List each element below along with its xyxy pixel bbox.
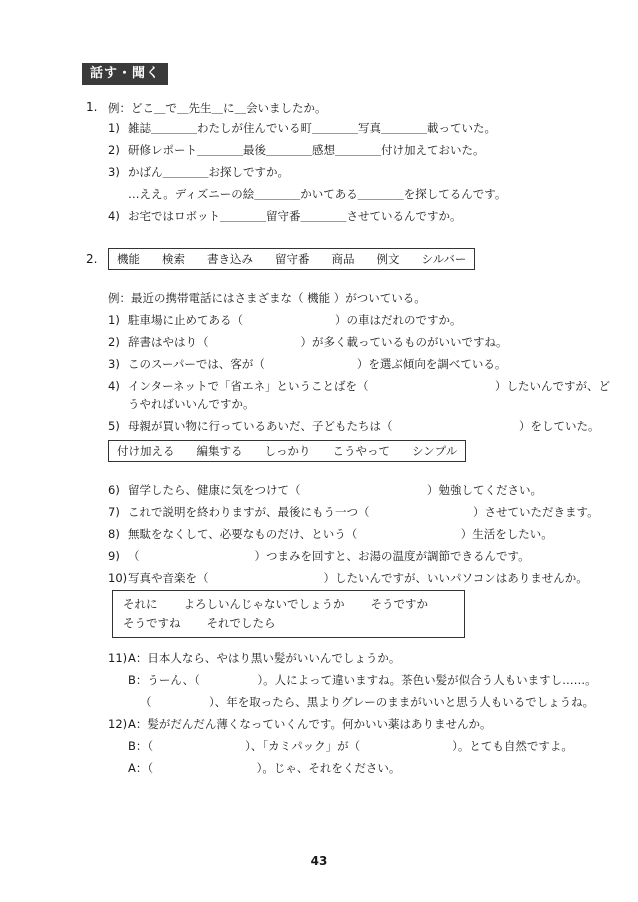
list-item: 6) 留学したら、健康に気をつけて（ ）勉強してください。	[108, 483, 542, 497]
list-item: 8) 無駄をなくして、必要なものだけ、という（ ）生活をしたい。	[108, 527, 553, 541]
list-item: 1) 駐車場に止めてある（ ）の車はだれのですか。	[108, 313, 462, 327]
phrase-option: そうですか	[370, 597, 428, 611]
dialogue-line: 11)A：日本人なら、やはり黒い髪がいいんでしょうか。	[108, 651, 401, 665]
list-item: 7) これで説明を終わりますが、最後にもう一つ（ ）させていただきます。	[108, 505, 599, 519]
word-option: 例文	[376, 252, 400, 266]
list-item: 2) 辞書はやはり（ ）が多く載っているものがいいですね。	[108, 335, 508, 349]
list-item: 1) 雑誌＿＿＿＿わたしが住んでいる町＿＿＿＿写真＿＿＿＿載っていた。	[108, 121, 496, 135]
word-option: シンプル	[412, 444, 458, 458]
word-option: 商品	[331, 252, 355, 266]
dialogue-line: A：（ ）。じゃ、それをください。	[128, 761, 401, 775]
word-box-1	[108, 248, 475, 270]
word-option: しっかり	[264, 444, 311, 458]
q1-number: 1.	[86, 100, 98, 114]
dialogue-line: （ ）、年を取ったら、黒よりグレーのままがいいと思う人もいるでしょうね。	[140, 695, 595, 709]
dialogue-line: 12)A：髪がだんだん薄くなっていくんです。何かいい薬はありませんか。	[108, 717, 492, 731]
list-item: 3) このスーパーでは、客が（ ）を選ぶ傾向を調べている。	[108, 357, 507, 371]
phrase-option: そうですね	[123, 616, 181, 630]
word-box-2	[108, 440, 466, 462]
word-option: 留守番	[275, 252, 310, 266]
phrase-option: それでしたら	[206, 616, 276, 630]
list-item: 5) 母親が買い物に行っているあいだ、子どもたちは（ ）をしていた。	[108, 419, 600, 433]
word-option: こうやって	[332, 444, 390, 458]
q1-example: 例：どこ＿で＿先生＿に＿会いましたか。	[108, 101, 327, 115]
q2-number: 2.	[86, 252, 98, 266]
list-item: 10)写真や音楽を（ ）したいんですが、いいパソコンはありませんか。	[108, 571, 588, 585]
phrase-option: それに	[123, 597, 158, 611]
phrase-box	[112, 590, 465, 638]
q2-example: 例：最近の携帯電話にはさまざまな（ 機能 ）がついている。	[108, 291, 426, 305]
phrase-option: よろしいんじゃないでしょうか	[183, 597, 345, 611]
dialogue-line: B：うーん、（ ）。人によって違いますね。茶色い髪が似合う人もいますし……。	[128, 673, 597, 687]
word-option: 書き込み	[207, 252, 253, 266]
dialogue-line: B：（ ）、「カミパック」が（ ）。とても自然ですよ。	[128, 739, 573, 753]
word-option: 検索	[162, 252, 185, 266]
list-item: うやればいいんですか。	[128, 397, 255, 411]
page-number: 43	[310, 854, 328, 868]
word-option: 付け加える	[117, 444, 175, 458]
list-item: 4) お宅ではロボット＿＿＿＿留守番＿＿＿＿させているんですか。	[108, 209, 462, 223]
list-item: 3) かばん＿＿＿＿お探しですか。	[108, 165, 289, 179]
word-option: 機能	[117, 252, 140, 266]
word-option: 編集する	[196, 444, 243, 458]
list-item: 9) （ ）つまみを回すと、お湯の温度が調節できるんです。	[108, 549, 530, 563]
list-item: …ええ。ディズニーの絵＿＿＿＿かいてある＿＿＿＿を探してるんです。	[128, 187, 507, 201]
word-option: シルバー	[421, 252, 467, 266]
list-item: 4) インターネットで「省エネ」ということばを（ ）したいんですが、ど	[108, 379, 610, 393]
section-title: 話す・聞く	[82, 63, 168, 85]
list-item: 2) 研修レポート＿＿＿＿最後＿＿＿＿感想＿＿＿＿付け加えておいた。	[108, 143, 485, 157]
